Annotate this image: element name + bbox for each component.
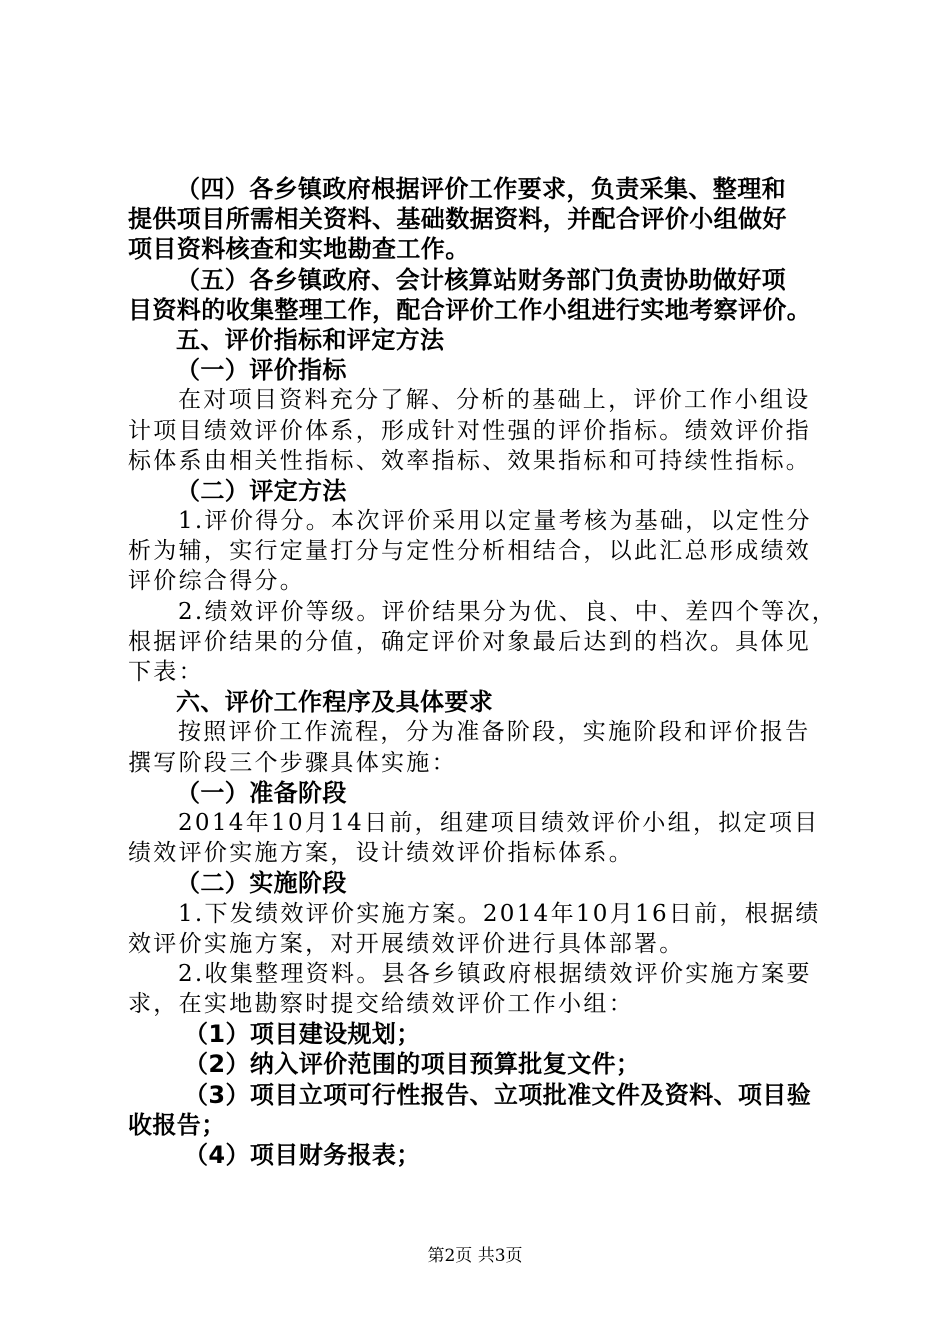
- text-line: 评价综合得分。: [128, 568, 306, 595]
- page-footer: 第2页 共3页: [427, 1246, 523, 1266]
- subsection-heading: （一）准备阶段: [176, 778, 347, 807]
- section-heading: 五、评价指标和评定方法: [176, 325, 445, 354]
- section-heading: 六、评价工作程序及具体要求: [176, 688, 494, 717]
- text-line: 下表：: [128, 659, 204, 685]
- text-line: （五）各乡镇政府、会计核算站财务部门负责协助做好项: [176, 265, 786, 294]
- text-line: 1.评价得分。本次评价采用以定量考核为基础，以定性分: [178, 508, 812, 535]
- text-line: 绩效评价实施方案，设计绩效评价指标体系。: [128, 840, 634, 867]
- list-item: （4）项目财务报表；: [184, 1141, 421, 1169]
- text-line: 效评价实施方案，对开展绩效评价进行具体部署。: [128, 930, 685, 957]
- subsection-heading: （一）评价指标: [176, 356, 347, 385]
- text-line: 在对项目资料充分了解、分析的基础上，评价工作小组设: [178, 387, 811, 414]
- list-item: （2）纳入评价范围的项目预算批复文件；: [184, 1050, 641, 1079]
- text-line: 1.下发绩效评价实施方案。2014年10月16日前，根据绩: [178, 900, 821, 927]
- subsection-heading: （二）实施阶段: [176, 869, 347, 898]
- text-line: 标体系由相关性指标、效率指标、效果指标和可持续性指标。: [128, 447, 812, 474]
- list-item: 收报告；: [128, 1110, 226, 1139]
- text-line: 目资料的收集整理工作，配合评价工作小组进行实地考察评价。: [128, 295, 812, 324]
- text-line: 撰写阶段三个步骤具体实施：: [128, 749, 457, 776]
- text-line: 项目资料核查和实地勘查工作。: [128, 235, 470, 264]
- text-line: 求，在实地勘察时提交给绩效评价工作小组：: [128, 991, 634, 1018]
- text-line: 计项目绩效评价体系，形成针对性强的评价指标。绩效评价指: [128, 417, 812, 444]
- text-line: 2.收集整理资料。县各乡镇政府根据绩效评价实施方案要: [178, 960, 812, 987]
- text-line: 提供项目所需相关资料、基础数据资料，并配合评价小组做好: [128, 205, 787, 234]
- list-item: （3）项目立项可行性报告、立项批准文件及资料、项目验: [184, 1080, 812, 1109]
- text-line: 2.绩效评价等级。评价结果分为优、良、中、差四个等次，: [178, 598, 838, 625]
- text-line: 按照评价工作流程，分为准备阶段，实施阶段和评价报告: [178, 719, 811, 746]
- text-line: 2014年10月14日前，组建项目绩效评价小组，拟定项目: [178, 809, 820, 836]
- document-body: [128, 174, 838, 1170]
- text-line: （四）各乡镇政府根据评价工作要求，负责采集、整理和: [176, 175, 786, 203]
- subsection-heading: （二）评定方法: [176, 476, 347, 505]
- list-item: （1）项目建设规划；: [184, 1020, 421, 1049]
- text-line: 析为辅，实行定量打分与定性分析相结合，以此汇总形成绩效: [128, 538, 812, 565]
- text-line: 根据评价结果的分值，确定评价对象最后达到的档次。具体见: [128, 628, 812, 655]
